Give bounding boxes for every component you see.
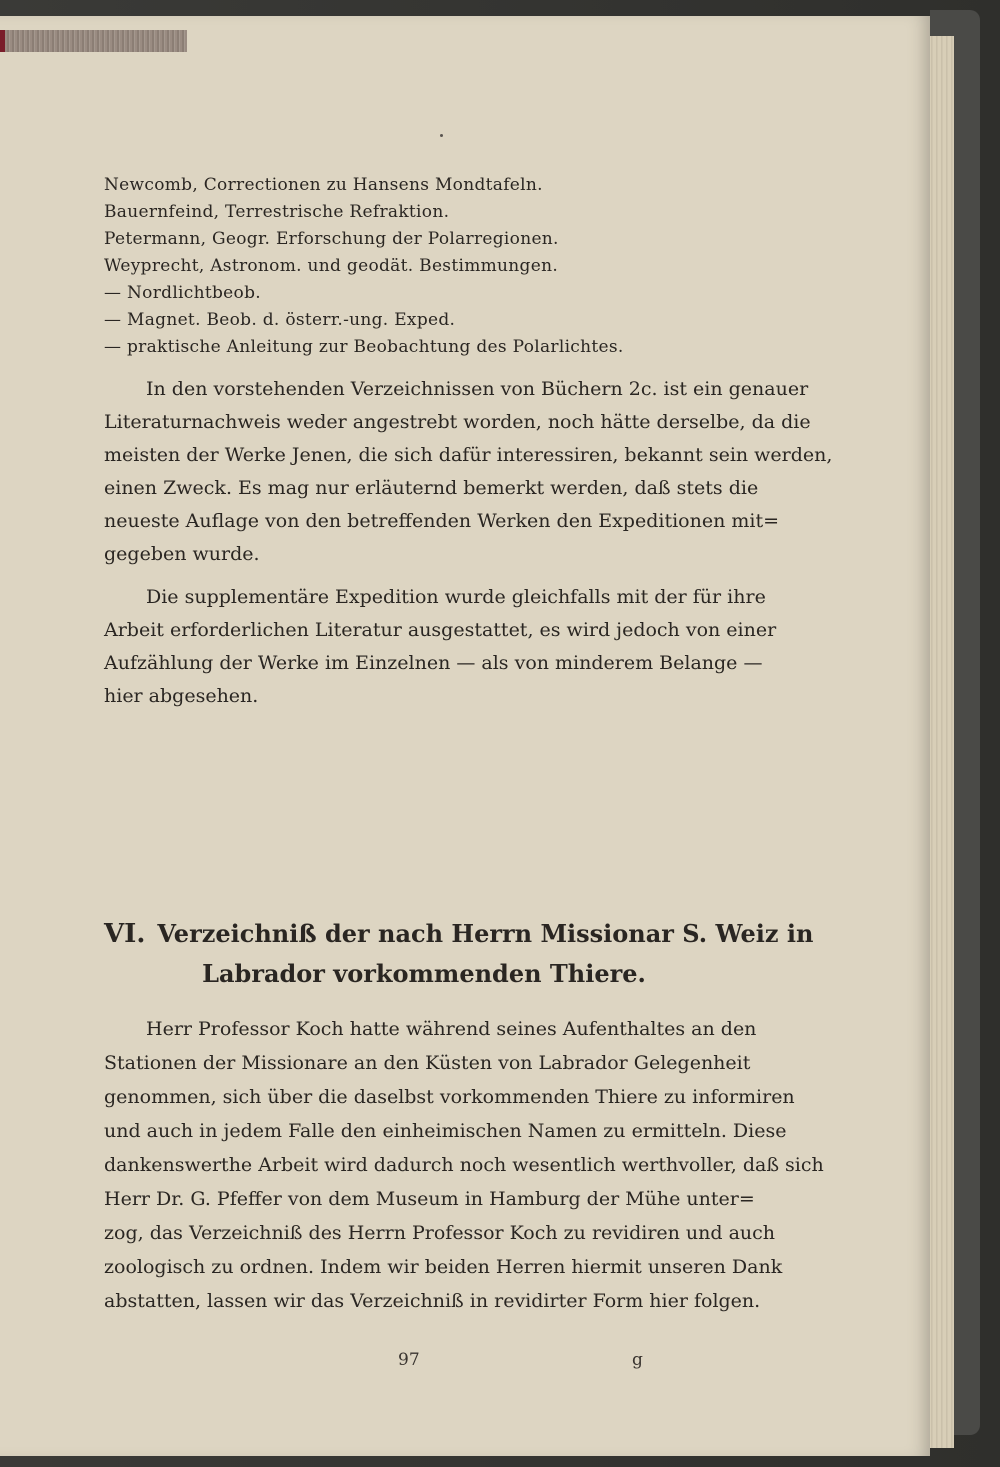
section-title-line-1: Verzeichniß der nach Herrn Missionar S. Weiz in bbox=[157, 919, 814, 948]
paragraph-line: gegeben wurde. bbox=[104, 543, 260, 565]
reference-line: Petermann, Geogr. Erforschung der Polarregionen. bbox=[104, 229, 559, 249]
book-page bbox=[0, 16, 930, 1456]
paragraph-line: In den vorstehenden Verzeichnissen von Büchern 2c. ist ein genauer bbox=[146, 378, 809, 400]
reference-line: Weyprecht, Astronom. und geodät. Bestimmungen. bbox=[104, 256, 559, 276]
section-number: VI. bbox=[104, 919, 146, 949]
paragraph-line: zoologisch zu ordnen. Indem wir beiden Herren hiermit unseren Dank bbox=[104, 1256, 783, 1278]
paragraph-line: Herr Dr. G. Pfeffer von dem Museum in Hamburg der Mühe unter= bbox=[104, 1188, 755, 1210]
page-number: 97 bbox=[398, 1350, 420, 1370]
reference-line: Newcomb, Correctionen zu Hansens Mondtafeln. bbox=[104, 175, 543, 195]
paragraph-line: Herr Professor Koch hatte während seines Aufenthaltes an den bbox=[146, 1018, 757, 1040]
reference-line: — Magnet. Beob. d. österr.-ung. Exped. bbox=[104, 310, 456, 330]
reference-line: Bauernfeind, Terrestrische Refraktion. bbox=[104, 202, 450, 222]
reference-line: — Nordlichtbeob. bbox=[104, 283, 261, 303]
paragraph-line: hier abgesehen. bbox=[104, 685, 259, 707]
paragraph-line: dankenswerthe Arbeit wird dadurch noch wesentlich werthvoller, daß sich bbox=[104, 1154, 824, 1176]
paragraph-line: genommen, sich über die daselbst vorkommenden Thiere zu informiren bbox=[104, 1086, 795, 1108]
signature-mark: g bbox=[632, 1350, 643, 1370]
paragraph-line: Die supplementäre Expedition wurde gleichfalls mit der für ihre bbox=[146, 586, 766, 608]
corner-tab bbox=[0, 30, 187, 52]
paragraph-line: abstatten, lassen wir das Verzeichniß in revidirter Form hier folgen. bbox=[104, 1290, 761, 1312]
paragraph-line: Arbeit erforderlichen Literatur ausgestattet, es wird jedoch von einer bbox=[104, 619, 777, 641]
paragraph-line: meisten der Werke Jenen, die sich dafür interessiren, bekannt sein werden, bbox=[104, 444, 833, 466]
paragraph-line: neueste Auflage von den betreffenden Werken den Expeditionen mit= bbox=[104, 510, 780, 532]
ink-speck bbox=[440, 134, 443, 137]
paragraph-line: einen Zweck. Es mag nur erläuternd bemerkt werden, daß stets die bbox=[104, 477, 759, 499]
section-heading bbox=[104, 914, 814, 954]
paragraph-line: zog, das Verzeichniß des Herrn Professor Koch zu revidiren und auch bbox=[104, 1222, 776, 1244]
reference-line: — praktische Anleitung zur Beobachtung des Polarlichtes. bbox=[104, 337, 624, 357]
paragraph-line: Literaturnachweis weder angestrebt worden, noch hätte derselbe, da die bbox=[104, 411, 811, 433]
paragraph-line: und auch in jedem Falle den einheimischen Namen zu ermitteln. Diese bbox=[104, 1120, 787, 1142]
paragraph-line: Stationen der Missionare an den Küsten von Labrador Gelegenheit bbox=[104, 1052, 751, 1074]
paragraph-line: Aufzählung der Werke im Einzelnen — als von minderem Belange — bbox=[104, 652, 763, 674]
section-title-line-2: Labrador vorkommenden Thiere. bbox=[202, 959, 646, 988]
